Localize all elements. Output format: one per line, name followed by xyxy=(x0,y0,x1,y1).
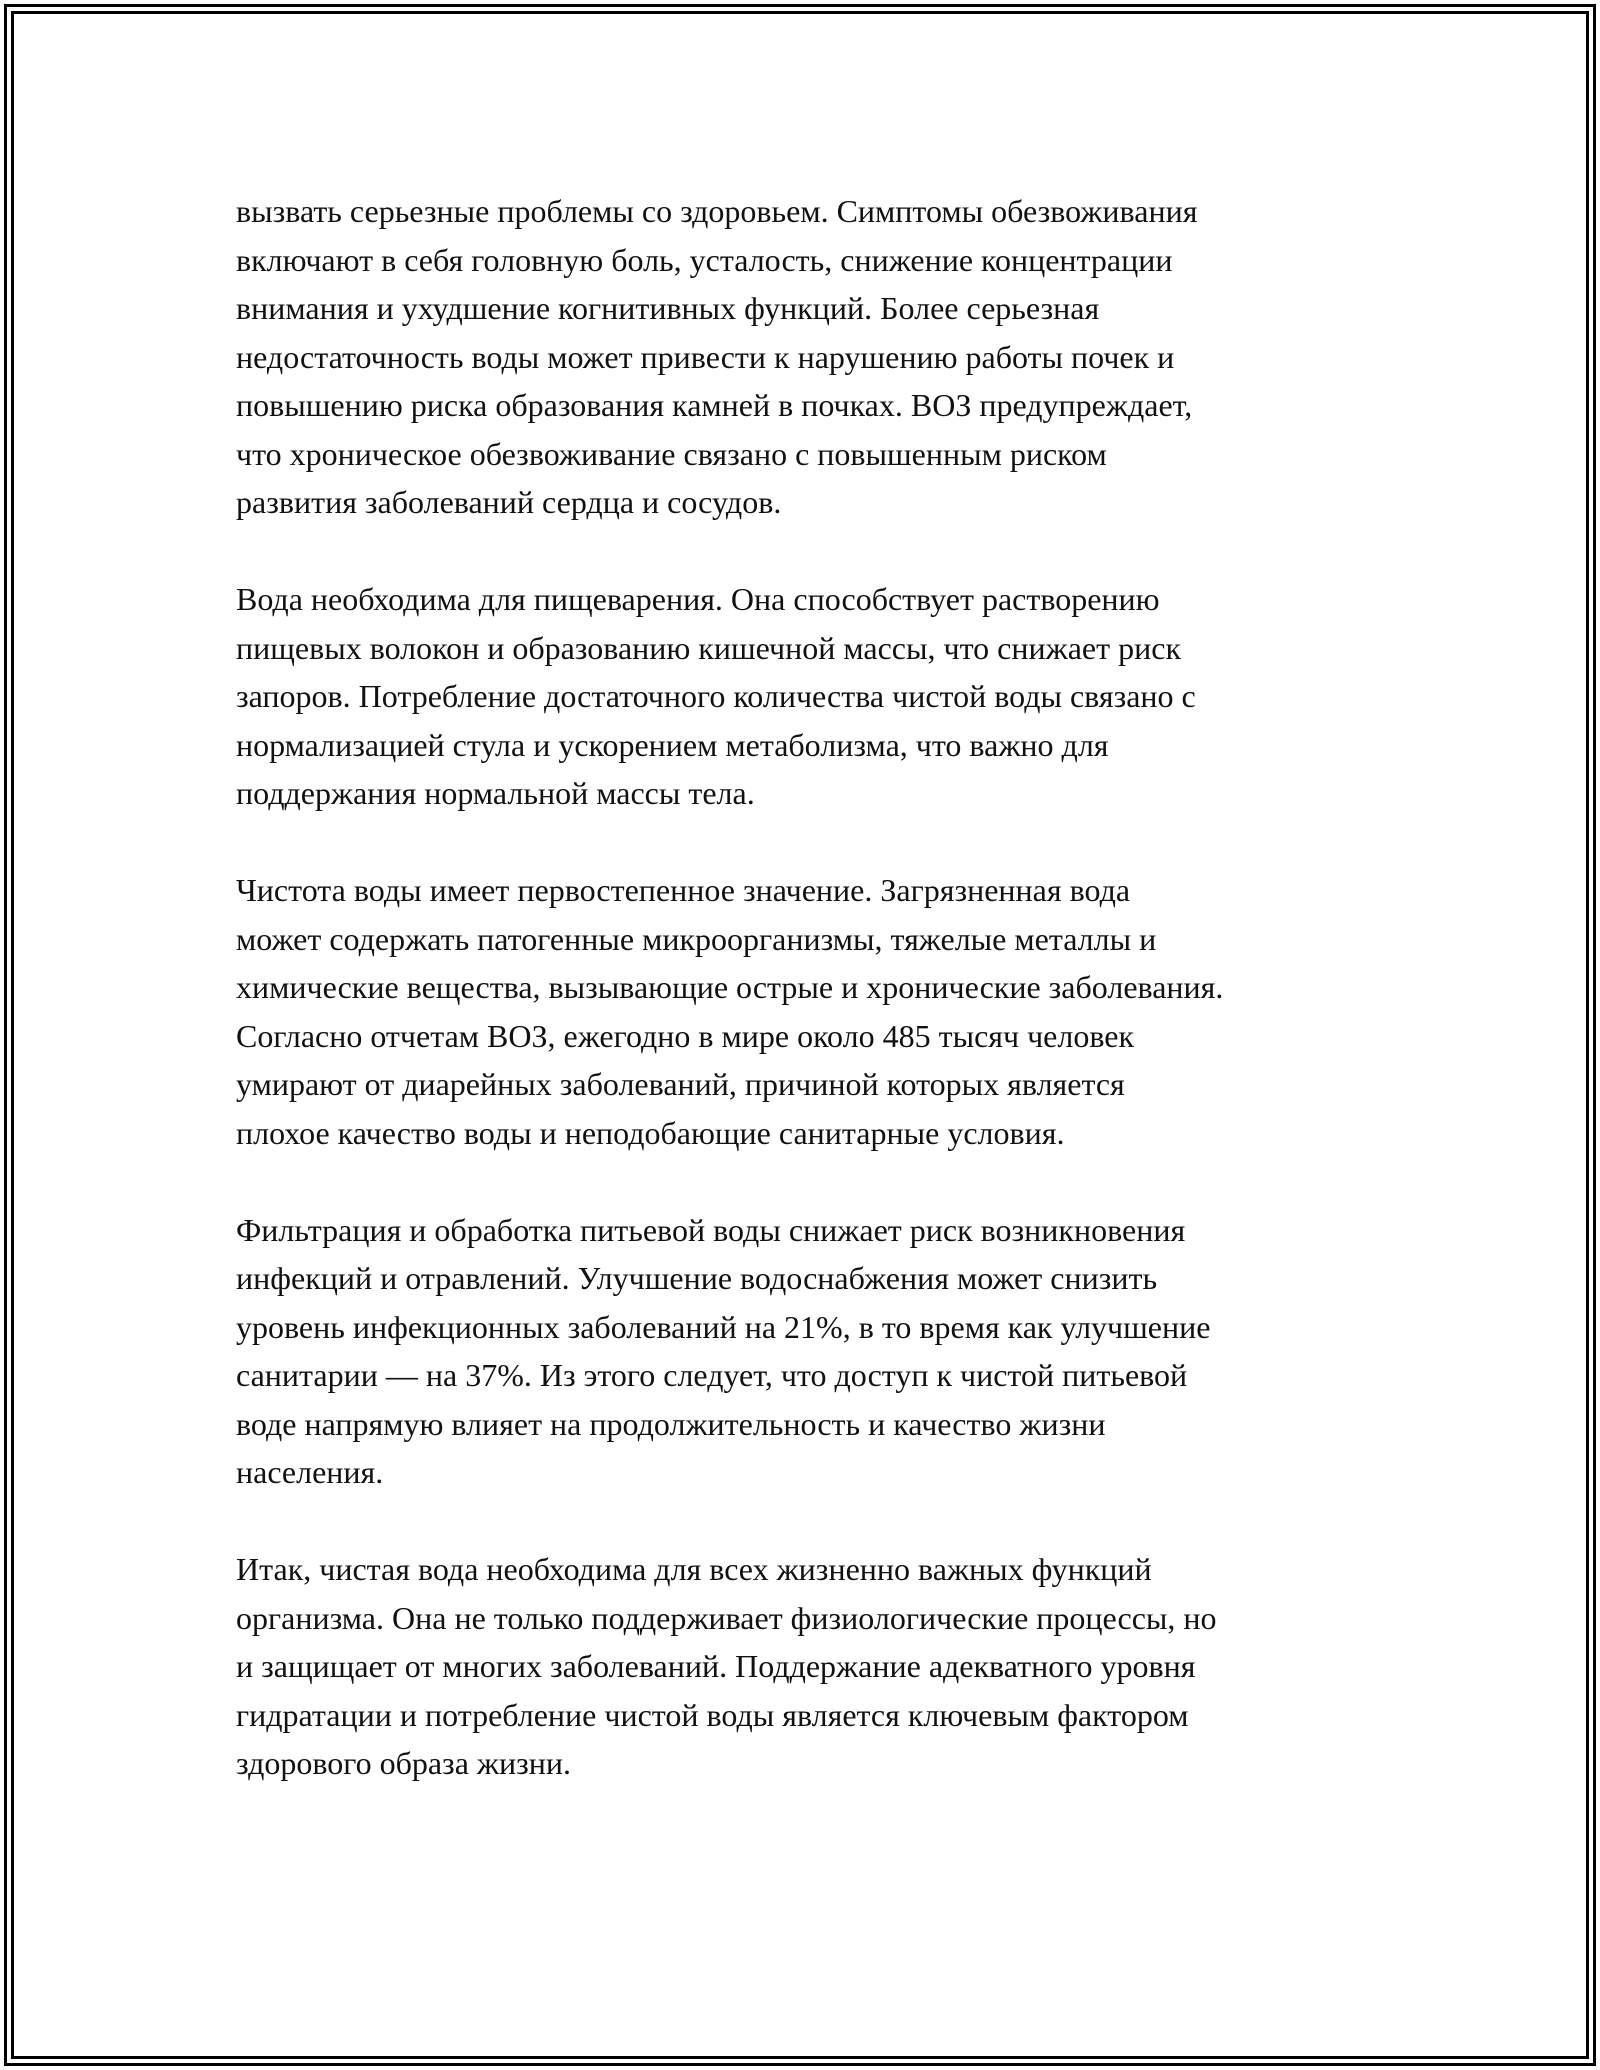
paragraph-filtration: Фильтрация и обработка питьевой воды снижает риск возникновения инфекций и отравлений. Улучшение водоснабжения может снизить уровень инфекционных заболеваний на 21%, в то время как улучшение санитарии — на 37%. Из этого следует, что доступ к чистой питьевой воде напрямую влияет на продолжительность и качество жизни населения. xyxy=(236,1211,1211,1490)
paragraph-water-purity: Чистота воды имеет первостепенное значение. Загрязненная вода может содержать патогенные микроорганизмы, тяжелые металлы и химические вещества, вызывающие острые и хронические заболевания. Согласно отчетам ВОЗ, ежегодно в мире около 485 тысяч человек умирают от диарейных заболеваний, причиной которых является плохое качество воды и неподобающие санитарные условия. xyxy=(236,872,1224,1151)
paragraph-conclusion: Итак, чистая вода необходима для всех жизненно важных функций организма. Она не только поддерживает физиологические процессы, но и защищает от многих заболеваний. Поддержание адекватного уровня гидратации и потребление чистой воды является ключевым фактором здорового образа жизни. xyxy=(236,1551,1217,1781)
document-body xyxy=(236,187,1376,1836)
paragraph-digestion: Вода необходима для пищеварения. Она способствует растворению пищевых волокон и образованию кишечной массы, что снижает риск запоров. Потребление достаточного количества чистой воды связано с нормализацией стула и ускорением метаболизма, что важно для поддержания нормальной массы тела. xyxy=(236,581,1196,811)
paragraph-dehydration: вызвать серьезные проблемы со здоровьем. Симптомы обезвоживания включают в себя головную боль, усталость, снижение концентрации внимания и ухудшение когнитивных функций. Более серьезная недостаточность воды может привести к нарушению работы почек и повышению риска образования камней в почках. ВОЗ предупреждает, что хроническое обезвоживание связано с повышенным риском развития заболеваний сердца и сосудов. xyxy=(236,193,1198,520)
